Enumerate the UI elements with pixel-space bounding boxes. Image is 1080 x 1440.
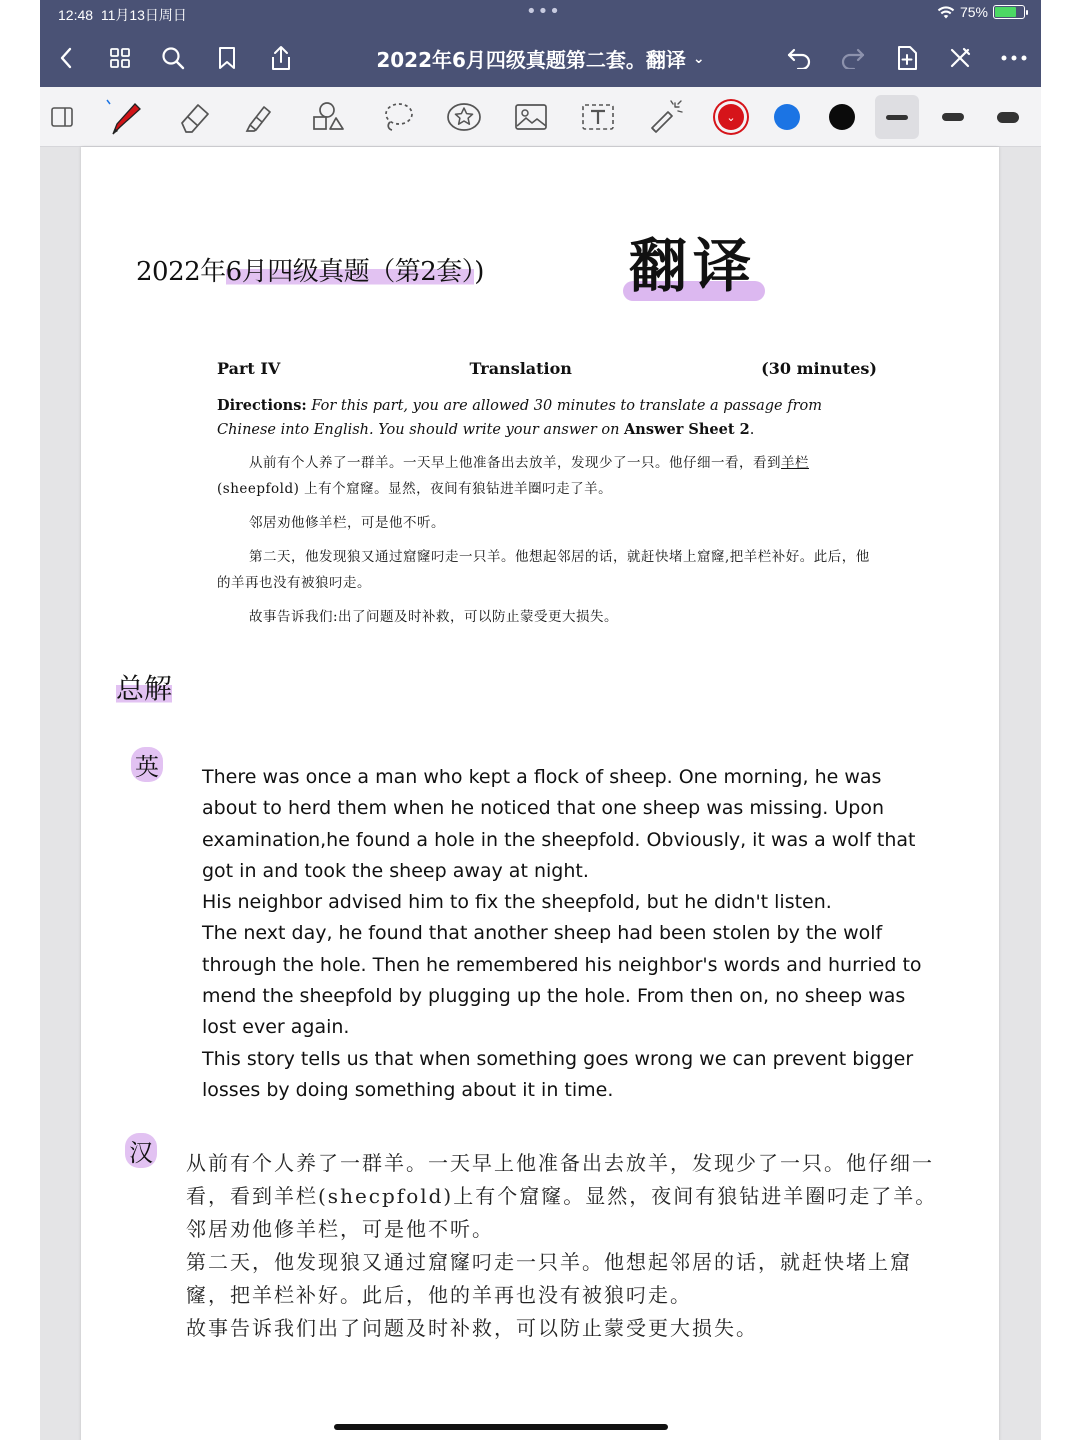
laser-pointer-tool[interactable] [643, 95, 687, 139]
sidebar-toggle-button[interactable] [40, 95, 84, 139]
black-color-dot [829, 104, 855, 130]
shape-tool[interactable] [306, 95, 350, 139]
english-paragraph: There was once a man who kept a flock of sheep. One morning, he was about to herd them when he noticed that one sheep was missing. Upon examination,he found a hole in the sheepfold. Obviously, it was a wolf that got in and took the sheep away at night. [202, 766, 916, 882]
eraser-tool[interactable] [172, 95, 216, 139]
lasso-icon [380, 99, 416, 135]
color-red-swatch[interactable] [709, 95, 753, 139]
battery-percent: 75% [959, 4, 988, 20]
laser-pointer-icon [646, 98, 684, 136]
section-label: Translation [469, 359, 572, 378]
text-box-icon [580, 101, 616, 133]
undo-button[interactable] [779, 38, 819, 78]
close-icon [949, 47, 971, 69]
chinese-paragraph: 从前有个人养了一群羊。一天早上他准备出去放羊，发现少了一只。他仔细一看，看到羊栏(shecpfold)上有个窟窿。显然，夜间有狼钻进羊圈叼走了羊。 [186, 1151, 938, 1208]
shapes-icon [310, 99, 346, 135]
stroke-thin-icon [886, 115, 908, 120]
highlighter-icon [242, 99, 278, 135]
chinese-text [186, 1147, 946, 1345]
english-paragraph: His neighbor advised him to fix the sheepfold, but he didn't listen. [202, 891, 832, 914]
stroke-thick-icon [997, 112, 1019, 123]
pen-icon [104, 97, 144, 137]
passage-paragraph: 邻居劝他修羊栏，可是他不听。 [249, 515, 445, 531]
multitask-dots-icon[interactable]: ••• [526, 1, 561, 22]
annotation-toolbar [40, 87, 1041, 147]
close-tools-button[interactable] [940, 38, 980, 78]
summary-label: 总解 [116, 672, 173, 705]
redo-icon [840, 47, 866, 69]
home-indicator[interactable] [334, 1424, 668, 1430]
red-color-dot: ⌄ [718, 104, 744, 130]
english-paragraph: This story tells us that when something goes wrong we can prevent bigger losses by doing something about it in time. [202, 1047, 914, 1101]
passage-paragraph: 第二天，他发现狼又通过窟窿叼走一只羊。他想起邻居的话，就赶快堵上窟窿,把羊栏补好。此后，他的羊再也没有被狼叼走。 [217, 549, 870, 591]
stroke-medium-option[interactable] [931, 95, 975, 139]
image-icon [514, 102, 548, 132]
heading-highlight: 6月四级真题（第2套） [225, 257, 475, 287]
passage-paragraph: 故事告诉我们:出了问题及时补救，可以防止蒙受更大损失。 [249, 609, 619, 625]
top-bar [40, 0, 1041, 87]
chinese-paragraph: 第二天，他发现狼又通过窟窿叼走一只羊。他想起邻居的话，就赶快堵上窟窿，把羊栏补好。此后，他的羊再也没有被狼叼走。 [186, 1250, 912, 1307]
page-heading: 2022年6月四级真题（第2套）) [136, 257, 484, 287]
exam-question-block [217, 359, 877, 630]
blue-color-dot [774, 104, 800, 130]
battery-fill [995, 7, 1016, 17]
add-page-button[interactable] [887, 38, 927, 78]
pen-tool[interactable] [102, 95, 146, 139]
highlighter-tool[interactable] [238, 95, 282, 139]
wifi-icon [937, 6, 955, 19]
undo-icon [786, 47, 812, 69]
handwritten-title: 翻译 [629, 232, 758, 300]
image-tool[interactable] [509, 95, 553, 139]
app-frame [40, 0, 1041, 1440]
text-tool[interactable] [576, 95, 620, 139]
add-page-icon [896, 45, 918, 71]
eraser-icon [176, 99, 212, 135]
color-blue-swatch[interactable] [765, 95, 809, 139]
sticker-star-icon [445, 100, 483, 134]
stroke-thin-option[interactable] [875, 95, 919, 139]
document-page[interactable] [81, 147, 999, 1440]
stroke-medium-icon [942, 113, 964, 121]
passage-paragraph: 从前有个人养了一群羊。一天早上他准备出去放羊，发现少了一只。他仔细一看，看到羊栏 (sheepfold) 上有个窟窿。显然，夜间有狼钻进羊圈叼走了羊。 [217, 455, 809, 497]
color-black-swatch[interactable] [820, 95, 864, 139]
chinese-paragraph: 邻居劝他修羊栏，可是他不听。 [186, 1217, 494, 1241]
lasso-tool[interactable] [376, 95, 420, 139]
stroke-thick-option[interactable] [986, 95, 1030, 139]
elements-tool[interactable] [442, 95, 486, 139]
status-right [937, 4, 1025, 20]
chinese-label: 汉 [125, 1133, 157, 1168]
more-button[interactable] [994, 38, 1034, 78]
document-title[interactable]: 2022年6月四级真题第二套。翻译 ⌄ [376, 48, 705, 72]
exam-header [217, 359, 877, 378]
chinese-paragraph: 故事告诉我们出了问题及时补救，可以防止蒙受更大损失。 [186, 1316, 758, 1340]
more-icon [1001, 55, 1027, 61]
sidebar-icon [50, 106, 74, 128]
english-paragraph: The next day, he found that another sheep had been stolen by the wolf through the hole. Then he remembered his neighbor's words and hurried to mend the sheepfold by plugging up the hole. From then on, no sheep was lost ever again. [202, 922, 922, 1039]
time-label: (30 minutes) [761, 359, 877, 378]
part-label: Part IV [217, 359, 281, 378]
title-chevron-icon: ⌄ [692, 51, 705, 67]
english-translation [202, 762, 942, 1106]
battery-icon [993, 5, 1025, 19]
directions: Directions: For this part, you are allowed 30 minutes to translate a passage from Chinese into English. You should write your answer on Answer Sheet 2. [217, 397, 822, 438]
redo-button[interactable] [833, 38, 873, 78]
english-label: 英 [131, 747, 163, 782]
status-time: 12:48 11月13日周日 [58, 7, 187, 23]
